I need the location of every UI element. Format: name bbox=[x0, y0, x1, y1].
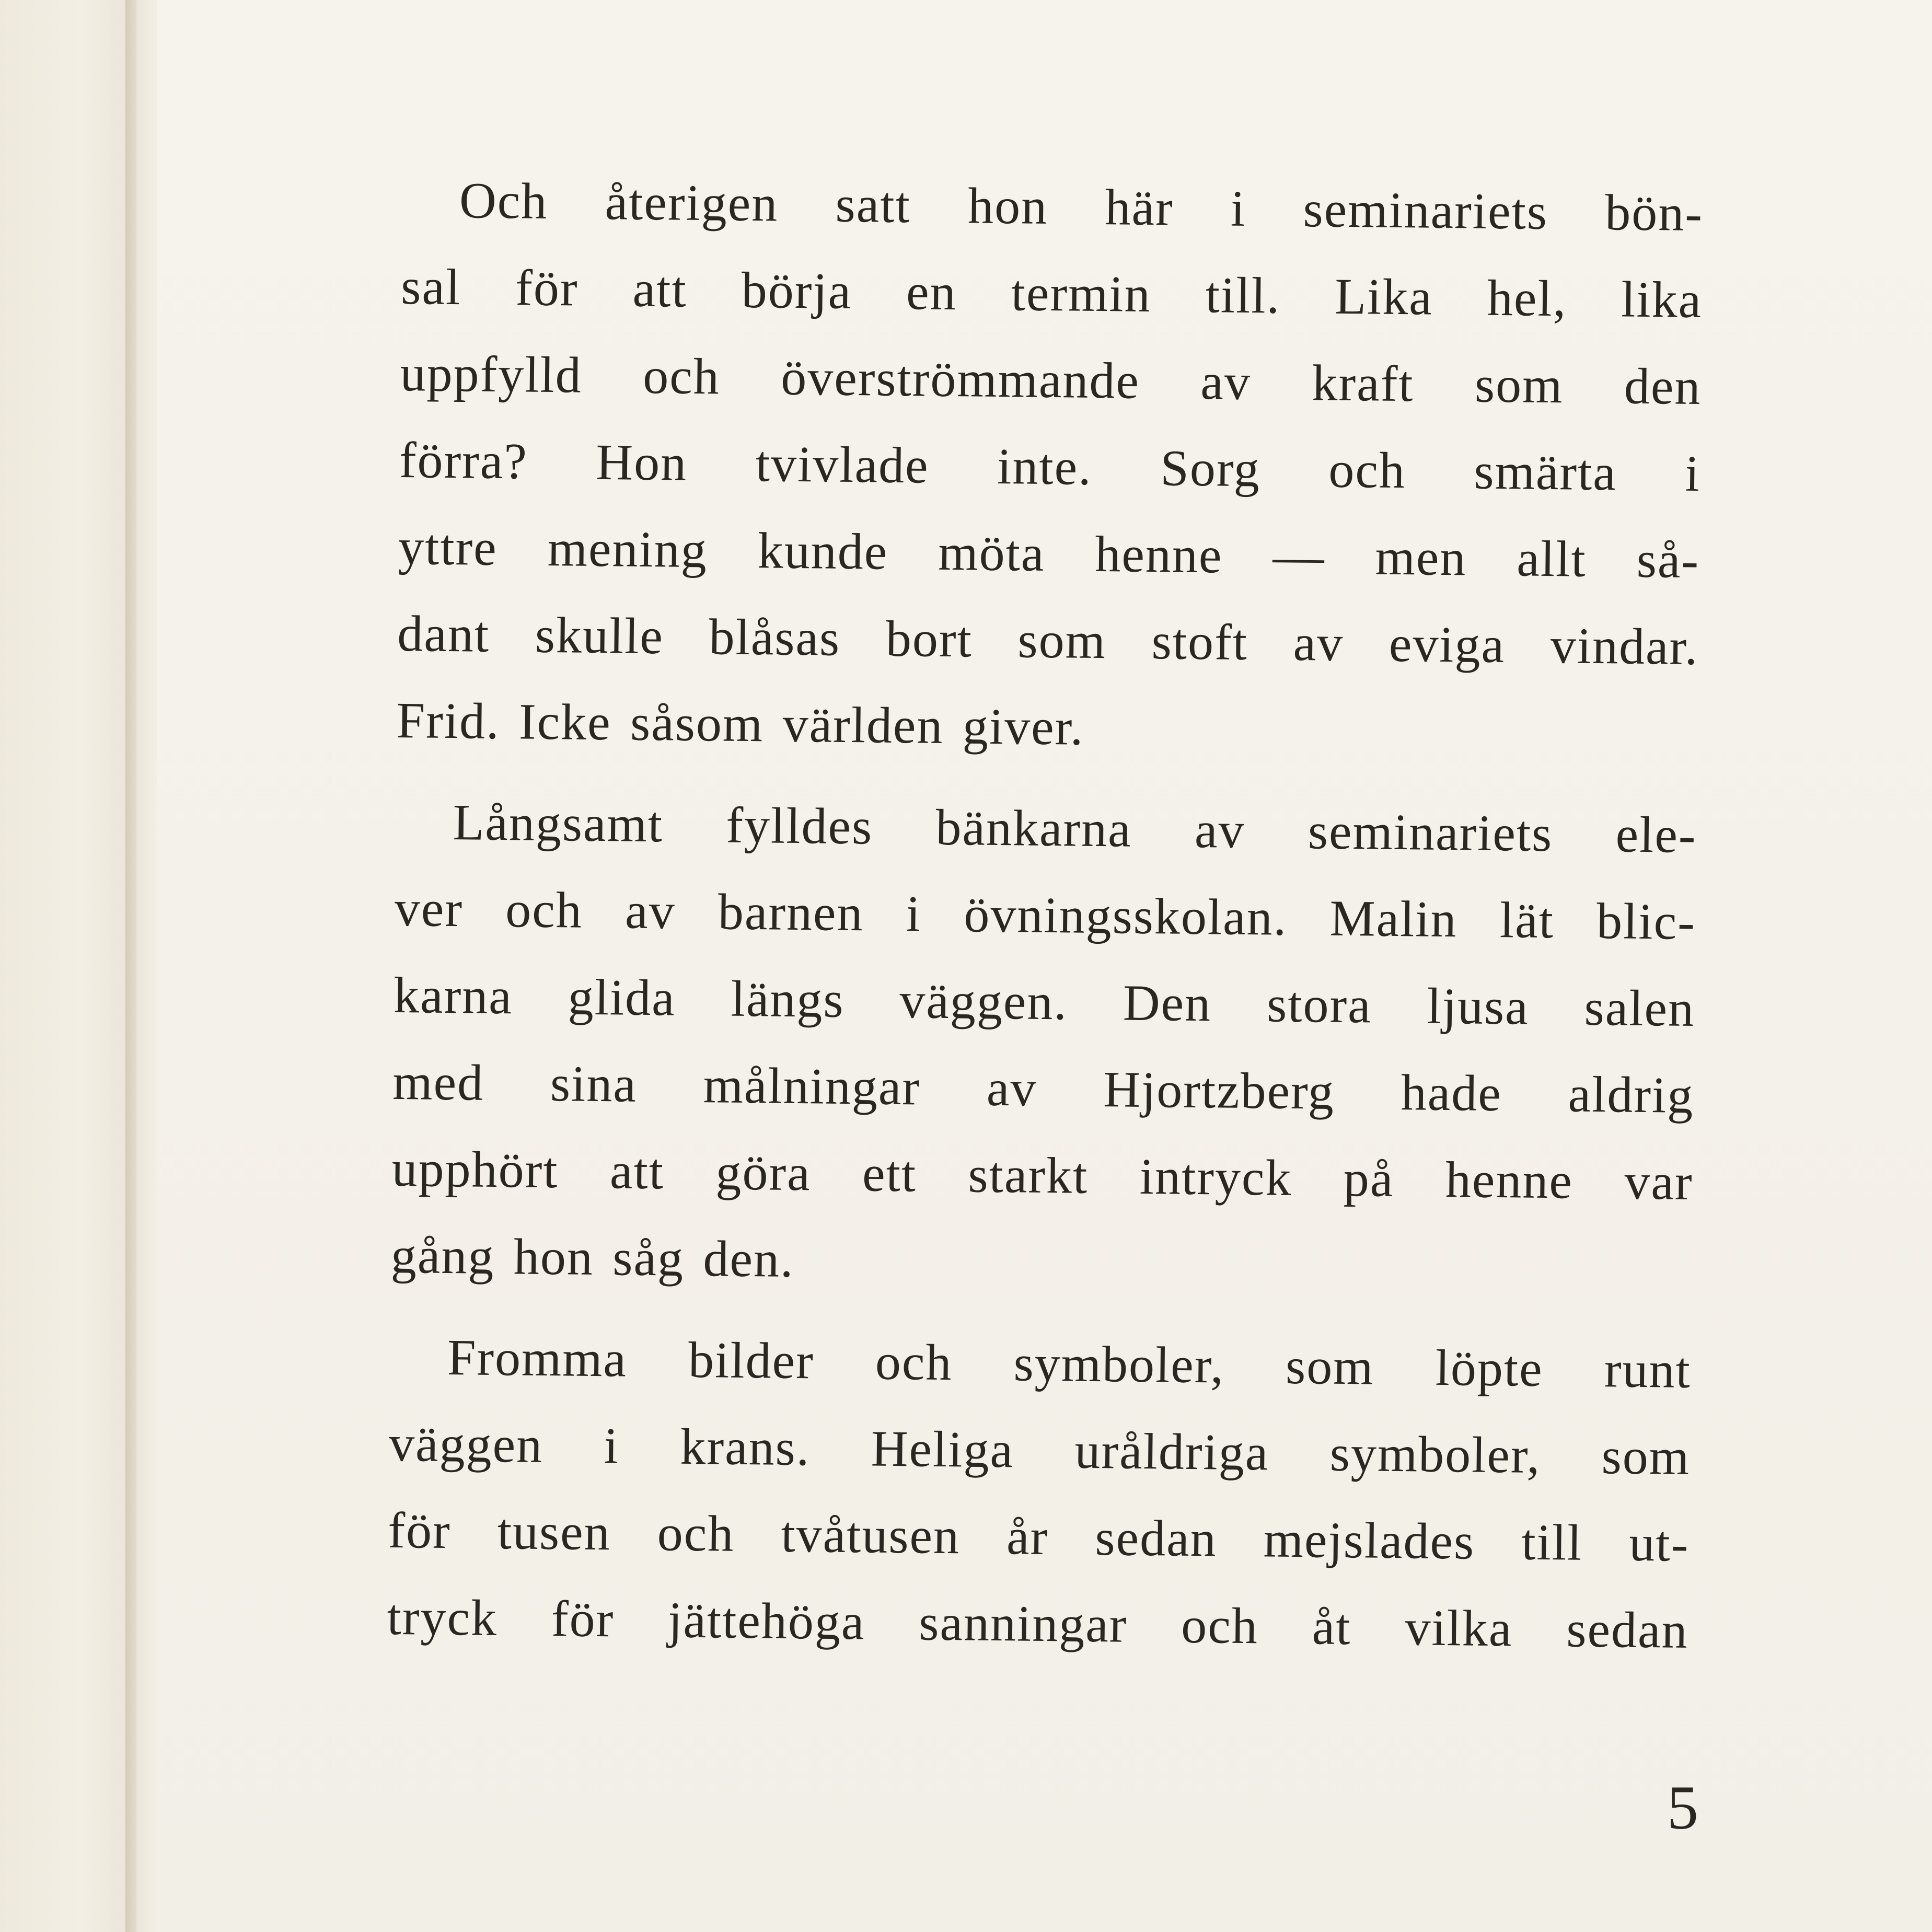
text-line: Fromma bilder och symboler, som löpte runt bbox=[447, 1329, 1692, 1399]
text-line: Långsamt fylldes bänkarna av seminariets ele- bbox=[453, 794, 1697, 864]
text-line: förra? Hon tvivlade inte. Sorg och smärta i bbox=[399, 432, 1701, 503]
text-line: väggen i krans. Heliga uråldriga symboler, som bbox=[388, 1415, 1691, 1486]
paragraph-1 bbox=[396, 157, 1704, 778]
body-text bbox=[387, 157, 1704, 1689]
text-line: Och återigen satt hon här i seminariets bön- bbox=[459, 172, 1704, 242]
text-line: ver och av barnen i övningsskolan. Malin lät blic- bbox=[394, 880, 1696, 951]
page-number: 5 bbox=[1667, 1773, 1698, 1842]
text-line: dant skulle blåsas bort som stoft av eviga vindar. bbox=[397, 605, 1699, 676]
text-line: sal för att börja en termin till. Lika hel, lika bbox=[400, 258, 1703, 329]
text-line: för tusen och tvåtusen år sedan mejslades till ut- bbox=[387, 1502, 1690, 1572]
paragraph-3 bbox=[387, 1314, 1692, 1674]
text-line: med sina målningar av Hjortzberg hade aldrig bbox=[392, 1054, 1694, 1124]
text-line: uppfylld och överströmmande av kraft som den bbox=[400, 345, 1702, 416]
text-line: yttre mening kunde möta henne — men allt så- bbox=[398, 518, 1700, 589]
text-line: upphört att göra ett starkt intryck på henne var bbox=[391, 1140, 1694, 1211]
left-page bbox=[0, 0, 136, 1932]
text-line: Frid. Icke såsom världen giver. bbox=[396, 692, 1085, 756]
text-line: karna glida längs väggen. Den stora ljusa salen bbox=[393, 967, 1695, 1037]
paragraph-2 bbox=[390, 779, 1697, 1313]
text-line: gång hon såg den. bbox=[390, 1227, 795, 1288]
text-line: tryck för jättehöga sanningar och åt vilka sedan bbox=[387, 1589, 1689, 1659]
book-gutter bbox=[125, 0, 157, 1932]
